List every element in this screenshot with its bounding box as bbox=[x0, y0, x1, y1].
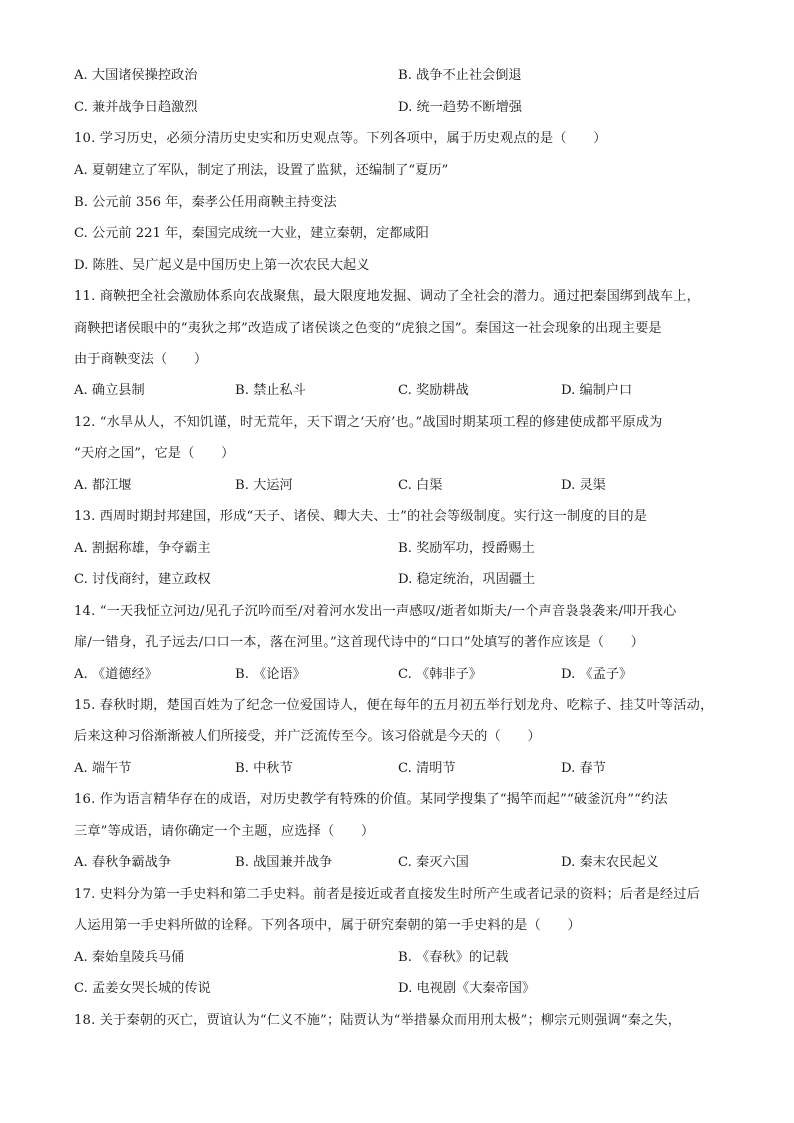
q13-option-b: B. 奖励军功，授爵赐土 bbox=[398, 541, 535, 556]
q11-option-a: A. 确立县制 bbox=[74, 383, 145, 398]
q16-stem-line-2: 三章”等成语，请你确定一个主题，应选择（ ） bbox=[74, 824, 375, 839]
q12-option-b: B. 大运河 bbox=[235, 478, 293, 493]
q17-option-b: B. 《春秋》的记载 bbox=[398, 950, 509, 965]
q12-stem-line-2: “天府之国”，它是（ ） bbox=[74, 446, 235, 461]
q10-option-a: A. 夏朝建立了军队，制定了刑法，设置了监狱，还编制了“夏历” bbox=[74, 163, 449, 178]
q12-option-a: A. 都江堰 bbox=[74, 478, 132, 493]
q9-option-a: A. 大国诸侯操控政治 bbox=[74, 68, 198, 83]
q15-stem-line-2: 后来这种习俗渐渐被人们所接受，并广泛流传至今。该习俗就是今天的（ ） bbox=[74, 729, 541, 744]
q15-option-b: B. 中秋节 bbox=[235, 761, 293, 776]
q10-option-c: C. 公元前 221 年，秦国完成统一大业，建立秦朝，定都咸阳 bbox=[74, 226, 429, 241]
q10-option-b: B. 公元前 356 年，秦孝公任用商鞅主持变法 bbox=[74, 195, 337, 210]
q11-option-c: C. 奖励耕战 bbox=[398, 383, 469, 398]
q16-option-c: C. 秦灭六国 bbox=[398, 855, 469, 870]
q9-option-c: C. 兼并战争日趋激烈 bbox=[74, 100, 198, 115]
q11-stem-line-1: 11. 商鞅把全社会激励体系向农战聚焦，最大限度地发掘、调动了全社会的潜力。通过把秦国绑到战车上， bbox=[74, 289, 700, 304]
q16-option-a: A. 春秋争霸战争 bbox=[74, 855, 172, 870]
q16-stem-line-1: 16. 作为语言精华存在的成语，对历史教学有特殊的价值。某同学搜集了“揭竿而起”“破釜沉舟”“约法 bbox=[74, 792, 668, 807]
q17-stem-line-2: 人运用第一手史料所做的诠释。下列各项中，属于研究秦朝的第一手史料的是（ ） bbox=[74, 918, 581, 933]
q17-option-d: D. 电视剧《大秦帝国》 bbox=[398, 981, 536, 996]
q9-option-b: B. 战争不止社会倒退 bbox=[398, 68, 522, 83]
q13-stem: 13. 西周时期封邦建国，形成“天子、诸侯、卿大夫、士”的社会等级制度。实行这一制度的目的是 bbox=[74, 509, 648, 524]
q11-stem-line-3: 由于商鞅变法（ ） bbox=[74, 352, 208, 367]
q16-option-d: D. 秦末农民起义 bbox=[561, 855, 659, 870]
q15-option-a: A. 端午节 bbox=[74, 761, 132, 776]
q15-option-d: D. 春节 bbox=[561, 761, 606, 776]
q12-option-d: D. 灵渠 bbox=[561, 478, 606, 493]
q13-option-d: D. 稳定统治，巩固疆土 bbox=[398, 572, 536, 587]
q14-option-b: B. 《论语》 bbox=[235, 667, 306, 682]
q14-stem-line-1: 14. “一天我怔立河边/见孔子沉吟而至/对着河水发出一声感叹/逝者如斯夫/一个声音袅袅袭来/叩开我心 bbox=[74, 604, 677, 619]
q17-option-c: C. 孟姜女哭长城的传说 bbox=[74, 981, 211, 996]
q10-stem: 10. 学习历史，必须分清历史史实和历史观点等。下列各项中，属于历史观点的是（ ） bbox=[74, 131, 607, 146]
q18-stem: 18. 关于秦朝的灭亡，贾谊认为“仁义不施”；陆贾认为“举措暴众而用刑太极”；柳宗元则强调“秦之失， bbox=[74, 1013, 682, 1028]
q11-stem-line-2: 商鞅把诸侯眼中的“夷狄之邦”改造成了诸侯谈之色变的“虎狼之国”。秦国这一社会现象的出现主要是 bbox=[74, 321, 662, 336]
q11-option-d: D. 编制户口 bbox=[561, 383, 633, 398]
q12-option-c: C. 白渠 bbox=[398, 478, 443, 493]
q14-option-c: C. 《韩非子》 bbox=[398, 667, 482, 682]
q14-option-d: D. 《孟子》 bbox=[561, 667, 633, 682]
q13-option-a: A. 割据称雄，争夺霸主 bbox=[74, 541, 211, 556]
q14-option-a: A. 《道德经》 bbox=[74, 667, 158, 682]
q15-stem-line-1: 15. 春秋时期，楚国百姓为了纪念一位爱国诗人，便在每年的五月初五举行划龙舟、吃粽子、挂艾叶等活动， bbox=[74, 698, 714, 713]
q16-option-b: B. 战国兼并战争 bbox=[235, 855, 333, 870]
q10-option-d: D. 陈胜、吴广起义是中国历史上第一次农民大起义 bbox=[74, 258, 370, 273]
q17-option-a: A. 秦始皇陵兵马俑 bbox=[74, 950, 185, 965]
q12-stem-line-1: 12. “水旱从人，不知饥谨，时无荒年，天下谓之‘天府’也。”战国时期某项工程的修建使成都平原成为 bbox=[74, 415, 663, 430]
q13-option-c: C. 讨伐商纣，建立政权 bbox=[74, 572, 211, 587]
q15-option-c: C. 清明节 bbox=[398, 761, 456, 776]
q9-option-d: D. 统一趋势不断增强 bbox=[398, 100, 522, 115]
q14-stem-line-2: 扉/一错身，孔子远去/口口一本，落在河里。”这首现代诗中的“口口”处填写的著作应该是（ ） bbox=[74, 635, 645, 650]
q17-stem-line-1: 17. 史料分为第一手史料和第二手史料。前者是接近或者直接发生时所产生或者记录的资料；后者是经过后 bbox=[74, 887, 700, 902]
q11-option-b: B. 禁止私斗 bbox=[235, 383, 306, 398]
